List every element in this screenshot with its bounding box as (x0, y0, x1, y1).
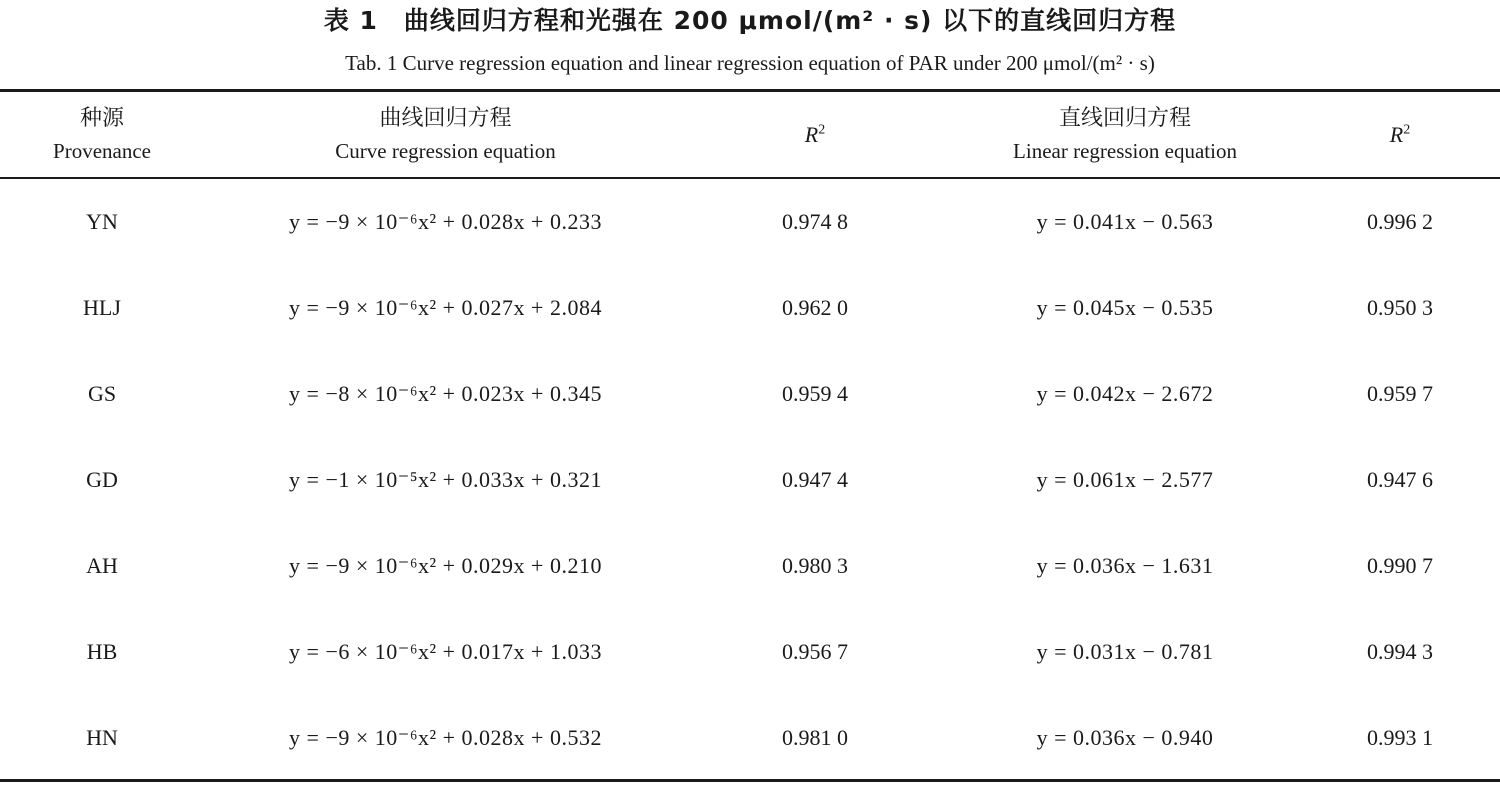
cell-provenance: HB (86, 639, 118, 664)
cell-r2-curve: 0.974 8 (782, 209, 848, 234)
cell-linear-equation: y = 0.042x − 2.672 (1036, 381, 1214, 406)
cell-provenance: AH (86, 553, 118, 578)
header-linear-zh: 直线回归方程 (1058, 106, 1191, 131)
bottom-rule (0, 779, 1500, 782)
cell-r2-linear: 0.996 2 (1367, 209, 1433, 234)
table-row (0, 523, 1500, 609)
cell-r2-curve: 0.981 0 (782, 725, 848, 750)
cell-curve-equation: y = −8 × 10⁻⁶x² + 0.023x + 0.345 (289, 381, 602, 406)
header-provenance (0, 100, 204, 170)
cell-curve-equation: y = −9 × 10⁻⁶x² + 0.027x + 2.084 (289, 295, 602, 320)
table-title-chinese: 表 1 曲线回归方程和光强在 200 μmol/(m² · s) 以下的直线回归方程 (323, 6, 1177, 35)
cell-linear-equation: y = 0.041x − 0.563 (1036, 209, 1214, 234)
r2-symbol: R (804, 122, 819, 147)
header-r2-curve-label (805, 119, 825, 151)
header-curve-zh: 曲线回归方程 (379, 106, 512, 131)
cell-linear-equation: y = 0.045x − 0.535 (1036, 295, 1214, 320)
header-curve-equation (218, 100, 673, 170)
cell-r2-curve: 0.980 3 (782, 553, 848, 578)
cell-linear-equation: y = 0.036x − 1.631 (1036, 553, 1214, 578)
r2-symbol: R (1389, 122, 1404, 147)
cell-curve-equation: y = −9 × 10⁻⁶x² + 0.028x + 0.532 (289, 725, 602, 750)
table-body (0, 179, 1500, 781)
header-r2-linear (1325, 100, 1475, 170)
cell-provenance: GD (86, 467, 118, 492)
header-provenance-zh: 种源 (79, 106, 124, 131)
cell-linear-equation: y = 0.061x − 2.577 (1036, 467, 1214, 492)
cell-r2-linear: 0.947 6 (1367, 467, 1433, 492)
table-row (0, 695, 1500, 781)
table-title-english: Tab. 1 Curve regression equation and linear regression equation of PAR under 200 μmol/(m² · s) (345, 51, 1155, 75)
cell-r2-linear: 0.990 7 (1367, 553, 1433, 578)
table-row (0, 437, 1500, 523)
cell-r2-linear: 0.950 3 (1367, 295, 1433, 320)
cell-curve-equation: y = −6 × 10⁻⁶x² + 0.017x + 1.033 (289, 639, 602, 664)
cell-r2-linear: 0.993 1 (1367, 725, 1433, 750)
cell-r2-curve: 0.947 4 (782, 467, 848, 492)
cell-curve-equation: y = −1 × 10⁻⁵x² + 0.033x + 0.321 (289, 467, 602, 492)
header-curve-en: Curve regression equation (335, 139, 556, 163)
header-r2-curve (740, 100, 890, 170)
header-provenance-en: Provenance (53, 139, 151, 163)
cell-linear-equation: y = 0.031x − 0.781 (1036, 639, 1214, 664)
table-row (0, 351, 1500, 437)
cell-r2-curve: 0.956 7 (782, 639, 848, 664)
r2-superscript: 2 (818, 122, 826, 138)
cell-provenance: GS (87, 381, 117, 406)
top-rule (0, 89, 1500, 92)
cell-curve-equation: y = −9 × 10⁻⁶x² + 0.029x + 0.210 (289, 553, 602, 578)
header-linear-equation (940, 100, 1310, 170)
cell-linear-equation: y = 0.036x − 0.940 (1036, 725, 1214, 750)
cell-r2-linear: 0.994 3 (1367, 639, 1433, 664)
cell-r2-linear: 0.959 7 (1367, 381, 1433, 406)
header-linear-en: Linear regression equation (1013, 139, 1237, 163)
cell-r2-curve: 0.962 0 (782, 295, 848, 320)
cell-r2-curve: 0.959 4 (782, 381, 848, 406)
cell-provenance: HLJ (83, 295, 121, 320)
table-row (0, 265, 1500, 351)
cell-provenance: YN (86, 209, 118, 234)
table-row (0, 609, 1500, 695)
cell-provenance: HN (86, 725, 118, 750)
cell-curve-equation: y = −9 × 10⁻⁶x² + 0.028x + 0.233 (289, 209, 602, 234)
r2-superscript: 2 (1403, 122, 1411, 138)
table-row (0, 179, 1500, 265)
header-r2-linear-label (1390, 119, 1410, 151)
